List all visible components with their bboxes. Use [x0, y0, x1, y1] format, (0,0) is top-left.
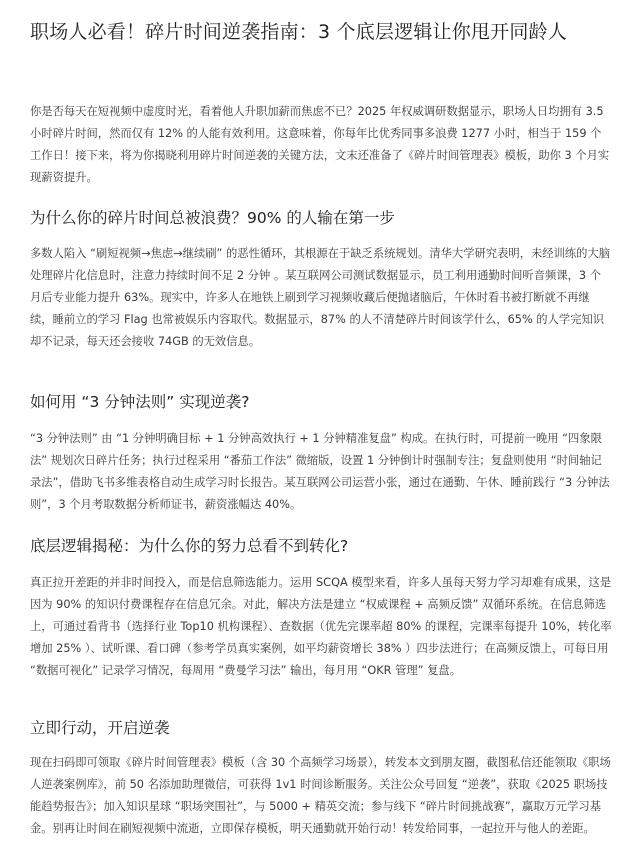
section-body-three-minute-rule: “3 分钟法则” 由 “1 分钟明确目标 + 1 分钟高效执行 + 1 分钟精准复盘” 构成。在执行时，可提前一晚用 “四象限法” 规划次日碎片任务；执行过程采用 “番茄工作法” 微缩版，设置 1 分钟倒计时强制专注；复盘则使用 “时间轴记录法”，借助飞书多维表格自动生成学习时长报告。某互联网公司运营小张，通过在通勤、午休、睡前践行 “3 分钟法则”，3 个月考取数据分析师证书，薪资涨幅达 40%。 [30, 432, 610, 511]
section-heading-three-minute-rule: 如何用 “3 分钟法则” 实现逆袭? [30, 393, 250, 411]
section-heading-underlying-logic: 底层逻辑揭秘：为什么你的努力总看不到转化? [30, 537, 349, 555]
section-heading-waste: 为什么你的碎片时间总被浪费？90% 的人输在第一步 [30, 209, 395, 227]
article-title: 职场人必看！碎片时间逆袭指南：3 个底层逻辑让你甩开同龄人 [30, 21, 567, 43]
section-body-waste: 多数人陷入 “刷短视频→焦虑→继续刷” 的恶性循环，其根源在于缺乏系统规划。清华大学研究表明，未经训练的大脑处理碎片化信息时，注意力持续时间不足 2 分钟 。某互联网公司测试数据显示，员工利用通勤时间听音频课，3 个月后专业能力提升 63%。现实中，许多人在地铁上刷到学习视频收藏后便抛诸脑后，午休时看书被打断就不再继续，睡前立的学习 Flag 也常被娱乐内容取代。数据显示，87% 的人不清楚碎片时间该学什么，65% 的人学完知识却不记录，每天还会接收 74GB 的无效信息。 [30, 247, 611, 348]
section-body-underlying-logic: 真正拉开差距的并非时间投入，而是信息筛选能力。运用 SCQA 模型来看，许多人虽每天努力学习却难有成果，这是因为 90% 的知识付费课程存在信息冗余。对此，解决方法是建立 “权威课程 + 高频反馈” 双循环系统。在信息筛选上，可通过看背书（选择行业 Top10 机构课程）、查数据（优先完课率超 80% 的课程，完课率每提升 10%，转化率增加 25% ）、试听课、看口碑（参考学员真实案例，如平均薪资增长 38% ）四步法进行；在高频反馈上，可每日用 “数据可视化” 记录学习情况，每周用 “费曼学习法” 输出，每月用 “OKR 管理” 复盘。 [30, 576, 612, 677]
section-body-take-action: 现在扫码即可领取《碎片时间管理表》模板（含 30 个高频学习场景），转发本文到朋友圈，截图私信还能领取《职场人逆袭案例库》，前 50 名添加助理微信，可获得 1v1 时间诊断服务。关注公众号回复 “逆袭”，获取《2025 职场技能趋势报告》；加入知识星球 “职场突围社”，与 5000 + 精英交流；参与线下 “碎片时间挑战赛”，赢取万元学习基金。别再让时间在刷短视频中流逝，立即保存模板，明天通勤就开始行动！转发给同事，一起拉开与他人的差距。 [30, 756, 611, 835]
intro-paragraph: 你是否每天在短视频中虚度时光，看着他人升职加薪而焦虑不已？2025 年权威调研数据显示，职场人日均拥有 3.5 小时碎片时间，然而仅有 12% 的人能有效利用。这意味着，你每年比优秀同事多浪费 1277 小时，相当于 159 个工作日！接下来，将为你揭晓利用碎片时间逆袭的关键方法，文末还准备了《碎片时间管理表》模板，助你 3 个月实现薪资提升。 [30, 105, 610, 184]
section-heading-take-action: 立即行动，开启逆袭 [30, 719, 170, 737]
